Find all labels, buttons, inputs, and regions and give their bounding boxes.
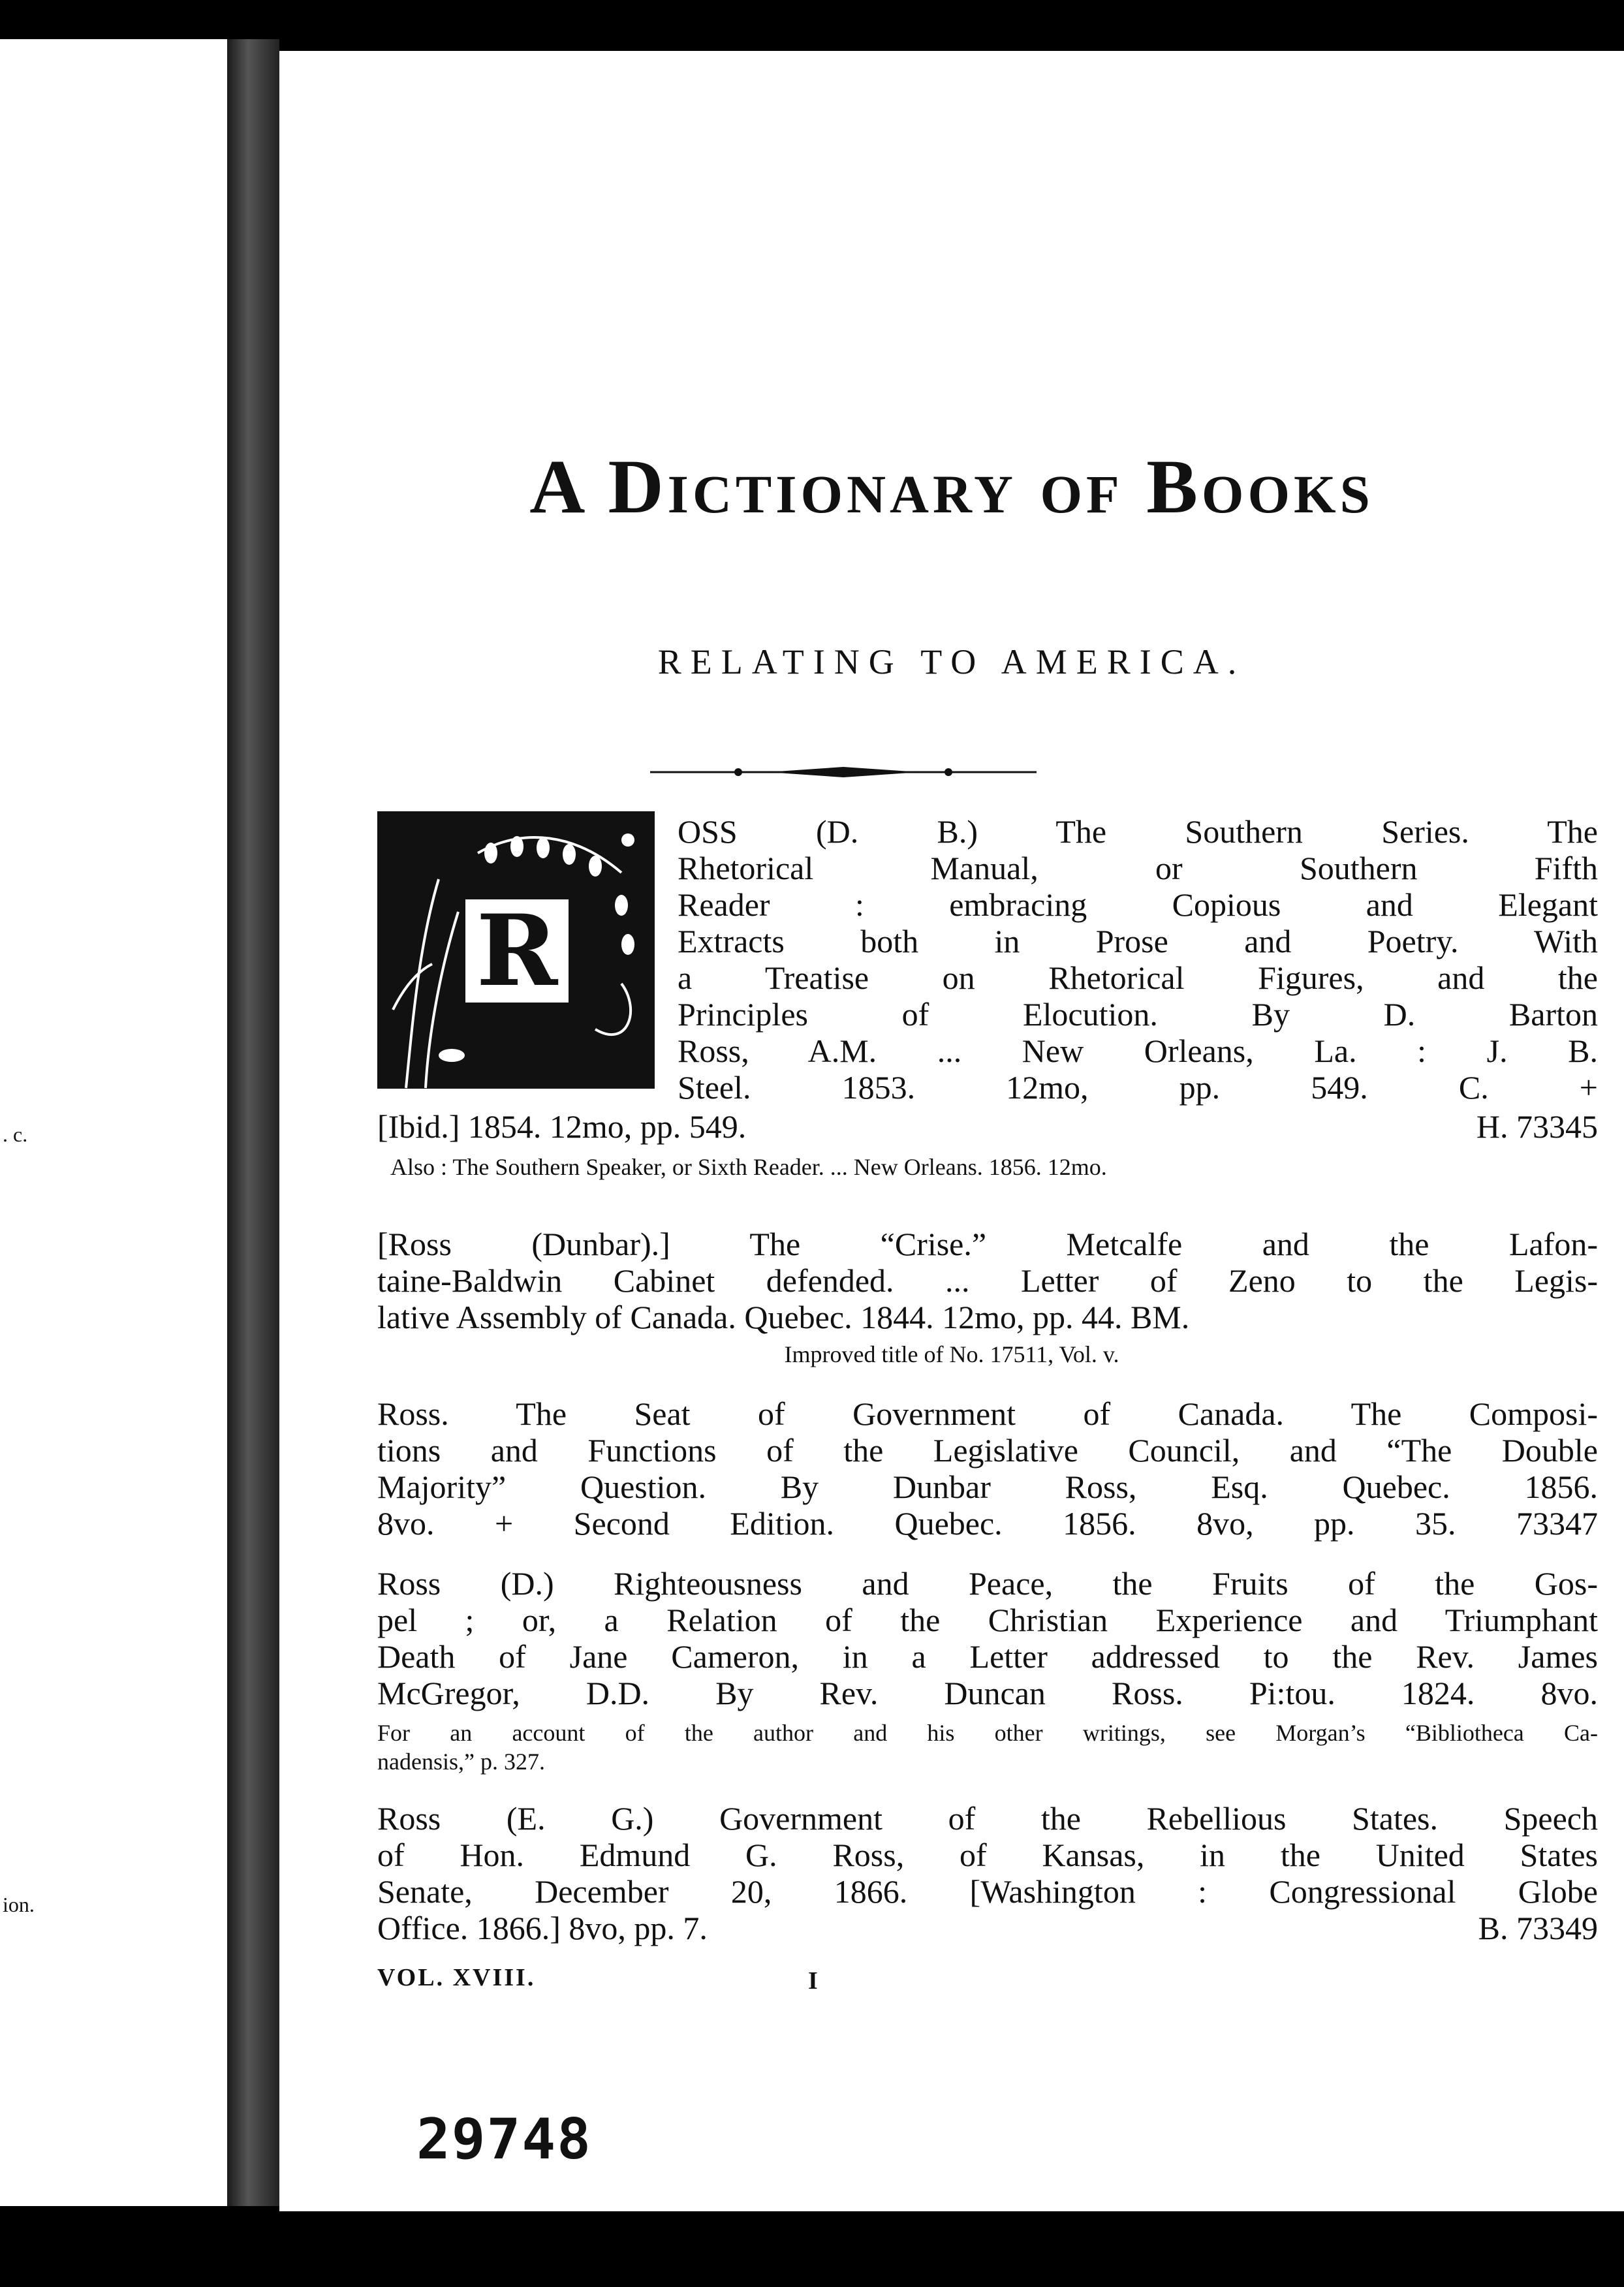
library-stamp-number: 29748 xyxy=(416,2107,592,2172)
entry-line: taine-Baldwin Cabinet defended. ... Letter of Zeno to the Legis- xyxy=(377,1262,1598,1299)
entry-line: Principles of Elocution. By D. Barton xyxy=(678,996,1598,1033)
entry-line: lative Assembly of Canada. Quebec. 1844. 12mo, pp. 44. BM. xyxy=(377,1299,1190,1335)
book-spine xyxy=(227,39,279,2206)
facing-page xyxy=(0,39,227,2206)
entry-note: Improved title of No. 17511, Vol. v. xyxy=(784,1341,1119,1367)
initial-letter: R xyxy=(461,895,572,1006)
ornament-rule-icon xyxy=(650,759,1037,785)
decorated-initial xyxy=(377,811,655,1089)
facing-page-fragment-bottom: ion. xyxy=(3,1893,35,1916)
book-page xyxy=(279,51,1624,2211)
page-subtitle: RELATING TO AMERICA. xyxy=(657,642,1246,681)
facing-page-fragment-top: . c. xyxy=(3,1123,28,1146)
entry-number: H. 73345 xyxy=(1476,1108,1598,1145)
entry-line: Majority” Question. By Dunbar Ross, Esq. Quebec. 1856. xyxy=(377,1469,1598,1505)
entry-line: a Treatise on Rhetorical Figures, and the xyxy=(678,959,1598,996)
signature-mark: I xyxy=(808,1967,820,1995)
entry-ross-db xyxy=(678,813,1598,1106)
entry-line: [Ibid.] 1854. 12mo, pp. 549. xyxy=(377,1108,747,1145)
entry-line: Ross (D.) Righteousness and Peace, the Fruits of the Gos- xyxy=(377,1565,1598,1602)
entry-line: Death of Jane Cameron, in a Letter addressed to the Rev. James xyxy=(377,1638,1598,1675)
entry-line: tions and Functions of the Legislative Council, and “The Double xyxy=(377,1432,1598,1469)
entry-note: Also : The Southern Speaker, or Sixth Reader. ... New Orleans. 1856. 12mo. xyxy=(390,1154,1107,1180)
entry-line: OSS (D. B.) The Southern Series. The xyxy=(678,813,1598,850)
entry-line: Office. 1866.] 8vo, pp. 7. xyxy=(377,1910,708,1946)
entry-ross-seat-of-government xyxy=(377,1395,1598,1542)
entry-line: Ross, A.M. ... New Orleans, La. : J. B. xyxy=(678,1033,1598,1069)
page-title: A Dictionary of Books xyxy=(529,444,1374,529)
entry-line: Ross. The Seat of Government of Canada. The Composi- xyxy=(377,1395,1598,1432)
entry-ross-dunbar xyxy=(377,1226,1598,1335)
volume-label: VOL. XVIII. xyxy=(377,1964,536,1991)
entry-line: Senate, December 20, 1866. [Washington : Congressional Globe xyxy=(377,1873,1598,1910)
entry-line: Extracts both in Prose and Poetry. With xyxy=(678,923,1598,959)
entry-ross-eg xyxy=(377,1800,1598,1946)
entry-ross-db-ibid xyxy=(377,1108,1598,1145)
entry-line: [Ross (Dunbar).] The “Crise.” Metcalfe and the Lafon- xyxy=(377,1226,1598,1262)
entry-line: Reader : embracing Copious and Elegant xyxy=(678,886,1598,923)
entry-ross-d xyxy=(377,1565,1598,1711)
entry-line: McGregor, D.D. By Rev. Duncan Ross. Pi:tou. 1824. 8vo. xyxy=(377,1675,1598,1711)
entry-line: Ross (E. G.) Government of the Rebellious States. Speech xyxy=(377,1800,1598,1837)
entry-line: Steel. 1853. 12mo, pp. 549. C. + xyxy=(678,1069,1598,1106)
entry-number: B. 73349 xyxy=(1478,1910,1598,1946)
entry-line: pel ; or, a Relation of the Christian Experience and Triumphant xyxy=(377,1602,1598,1638)
entry-line: 8vo. + Second Edition. Quebec. 1856. 8vo, pp. 35. 73347 xyxy=(377,1505,1598,1542)
entry-line: Rhetorical Manual, or Southern Fifth xyxy=(678,850,1598,886)
entry-note: For an account of the author and his other writings, see Morgan’s “Bibliotheca Ca- nadensis,” p. 327. xyxy=(377,1720,1598,1775)
entry-line: of Hon. Edmund G. Ross, of Kansas, in the United States xyxy=(377,1837,1598,1873)
